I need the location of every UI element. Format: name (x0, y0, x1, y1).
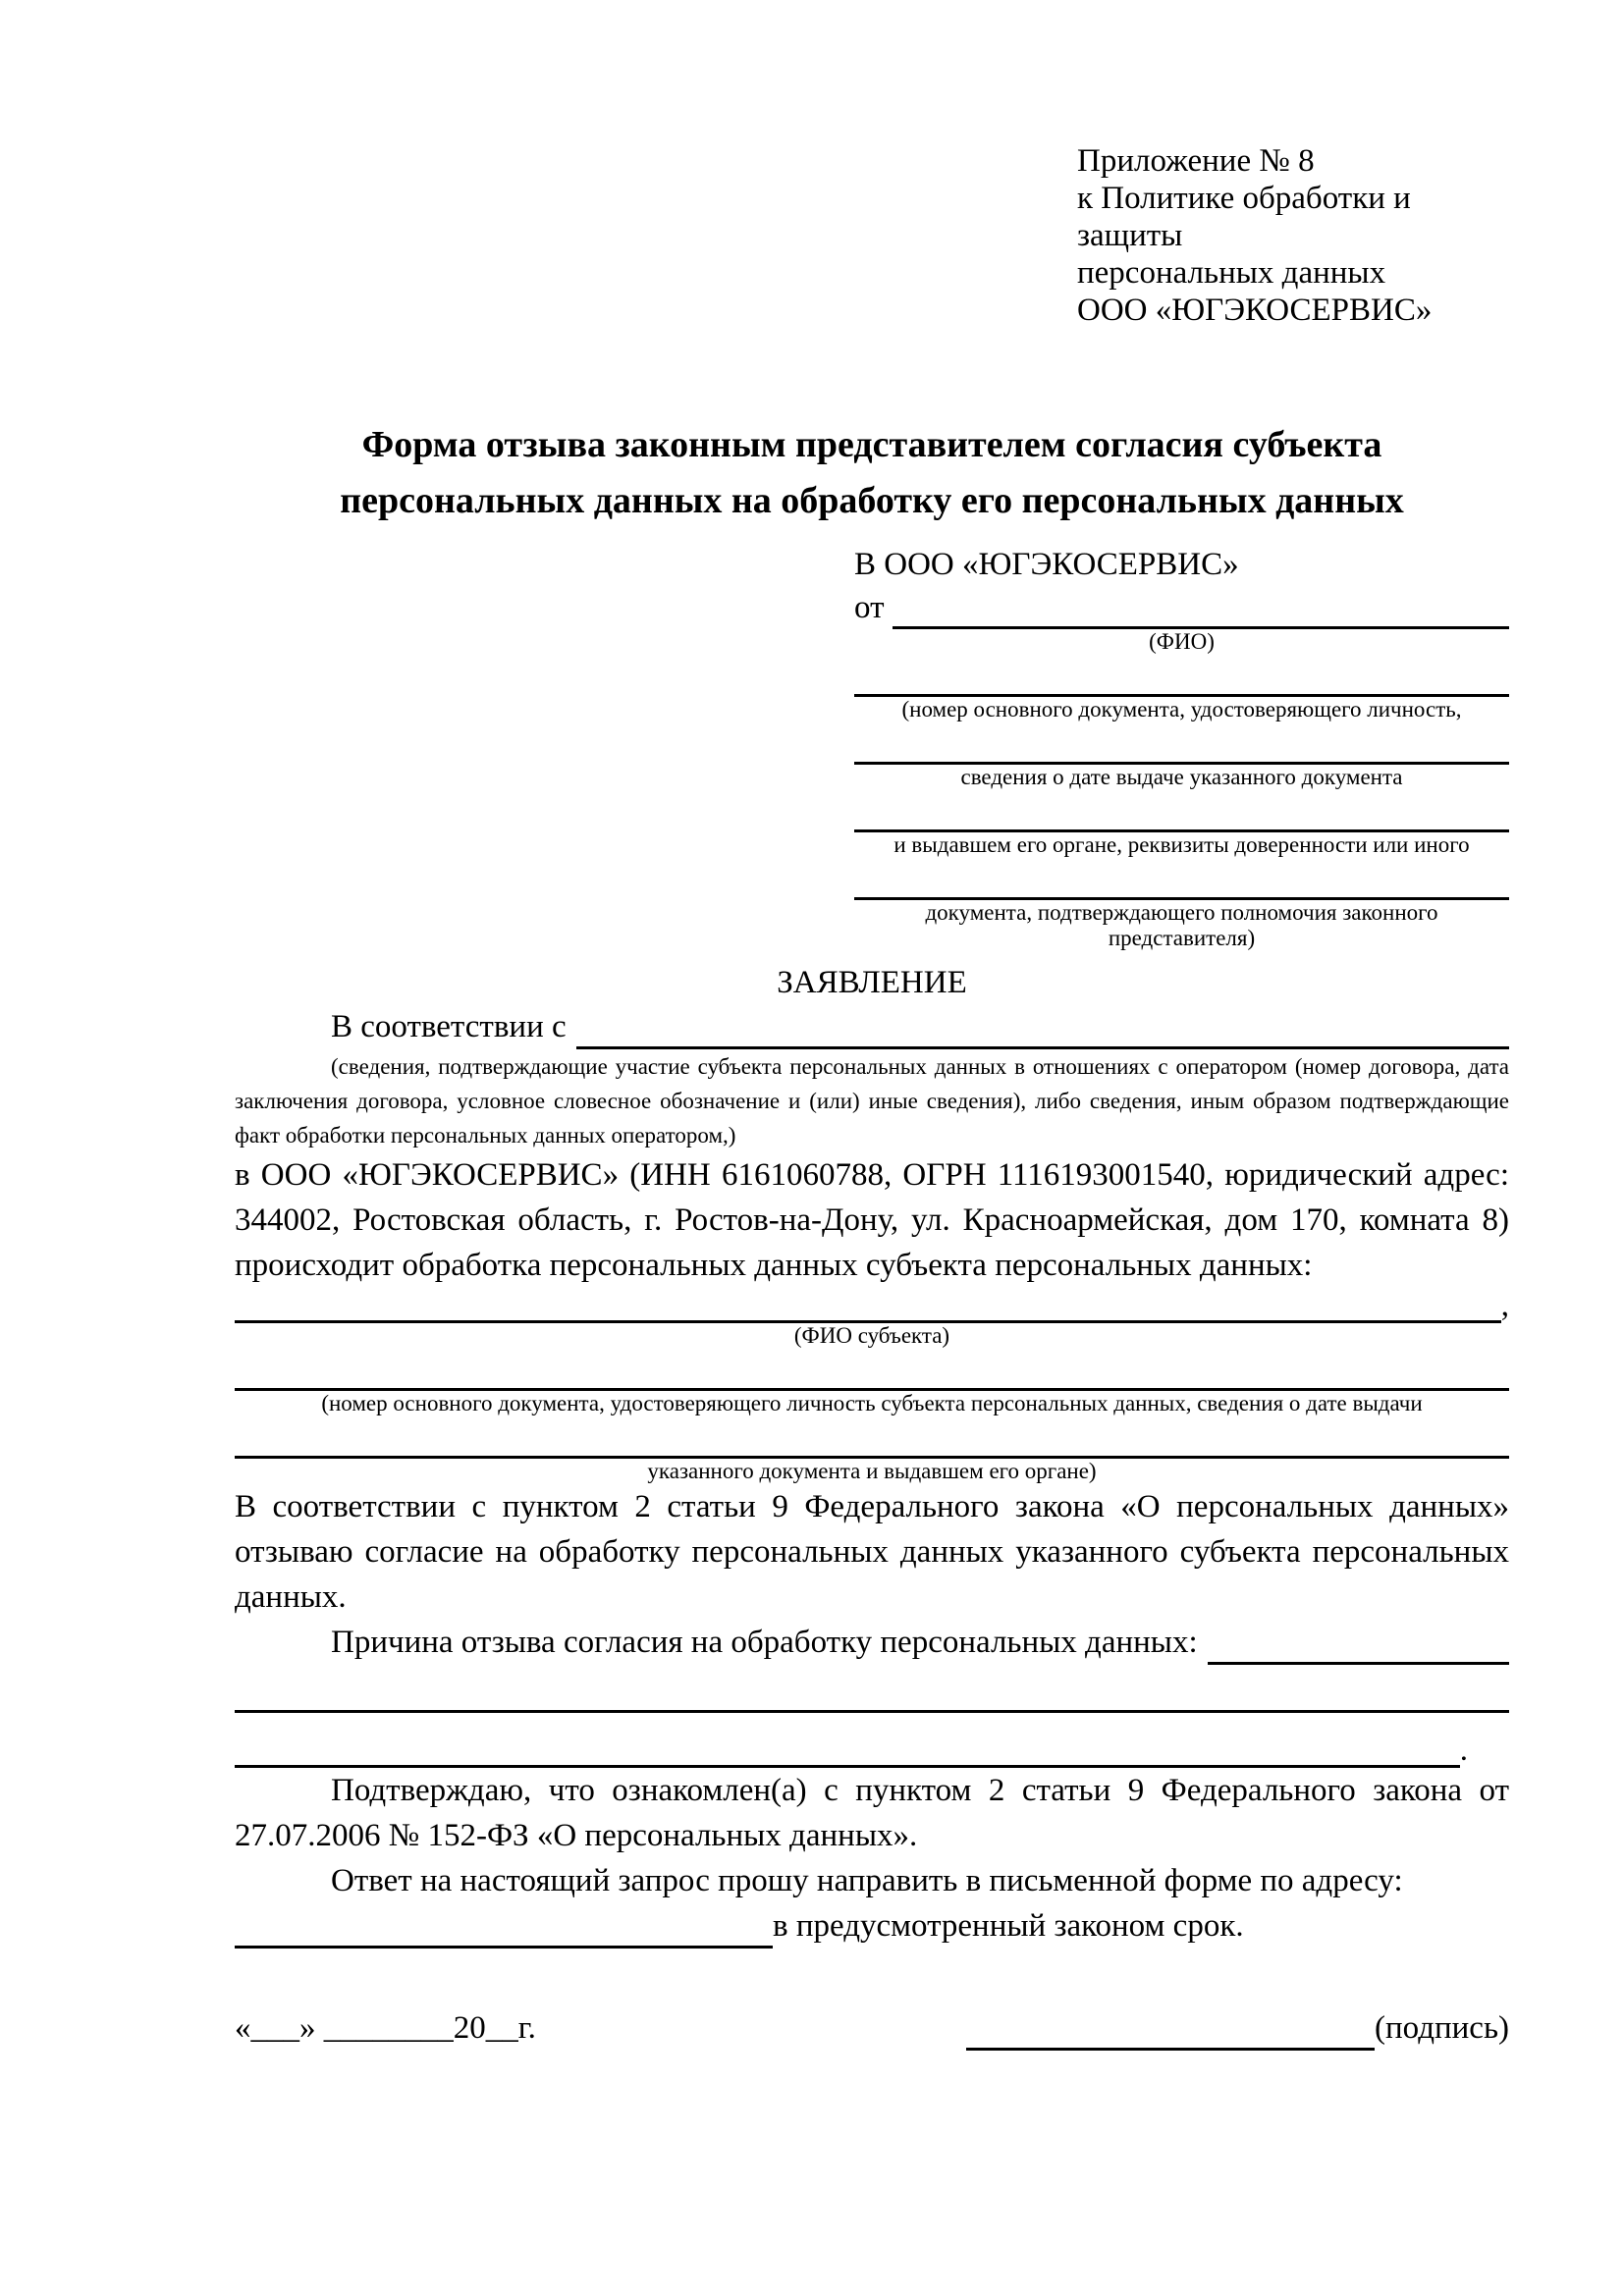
reason-field-line-2[interactable] (235, 1684, 1509, 1713)
subject-doc-field-2[interactable] (235, 1432, 1509, 1459)
doc-caption-2: сведения о дате выдаче указанного документа (960, 765, 1403, 789)
authority-doc-field[interactable] (854, 874, 1509, 900)
reason-field-line-3-row (235, 1733, 1509, 1768)
doc-caption-3: и выдавшем его органе, реквизиты доверенности или иного (893, 832, 1470, 857)
reply-paragraph: Ответ на настоящий запрос прошу направить в письменной форме по адресу: (331, 1863, 1403, 1898)
doc-issuer-field[interactable] (854, 806, 1509, 832)
subject-fio-row (235, 1288, 1509, 1323)
subject-doc-caption-2: указанного документа и выдавшем его органе) (647, 1459, 1097, 1483)
appendix-line: ООО «ЮГЭКОСЕРВИС» (1077, 293, 1433, 328)
statement-heading: ЗАЯВЛЕНИЕ (777, 965, 967, 1000)
reason-field-line-3[interactable] (235, 1739, 1460, 1768)
subject-doc-field-1[interactable] (235, 1364, 1509, 1391)
doc-caption-4: документа, подтверждающего полномочия законного представителя) (925, 900, 1438, 950)
footer-row (235, 2005, 1509, 2051)
fio-caption: (ФИО) (1149, 629, 1215, 654)
trailing-period: . (1459, 1733, 1468, 1768)
reason-row (235, 1620, 1509, 1665)
doc-issue-date-field[interactable] (854, 738, 1509, 765)
form-title-line: Форма отзыва законным представителем согласия субъекта (361, 424, 1382, 465)
reply-address-row (235, 1903, 1509, 1949)
form-title (235, 417, 1509, 529)
doc-caption-1: (номер основного документа, удостоверяющего личность, (901, 697, 1462, 721)
reason-label: Причина отзыва согласия на обработку персональных данных: (331, 1625, 1198, 1660)
signature-block (966, 2005, 1509, 2051)
form-title-line: персональных данных на обработку его персональных данных (340, 480, 1404, 521)
addressee-block (854, 543, 1509, 951)
reason-field[interactable] (1208, 1629, 1509, 1665)
doc-number-field[interactable] (854, 670, 1509, 697)
operator-paragraph: в ООО «ЮГЭКОСЕРВИС» (ИНН 6161060788, ОГРН 1116193001540, юридический адрес: 344002, Ростовская область, г. Ростов-на-Дону, ул. Красноармейская, дом 170, комната 8) происходит обработка персональных данных субъекта персональных данных: (235, 1157, 1509, 1283)
withdraw-paragraph: В соответствии с пунктом 2 статьи 9 Федерального закона «О персональных данных» отзываю согласие на обработку персональных данных указанного субъекта персональных данных. (235, 1489, 1509, 1615)
appendix-line: персональных данных (1077, 255, 1386, 291)
reply-tail: в предусмотренный законом срок. (773, 1908, 1244, 1944)
addressee-from-row (854, 586, 1509, 629)
addressee-to: В ООО «ЮГЭКОСЕРВИС» (854, 547, 1239, 582)
page-content (235, 142, 1509, 2051)
subject-fio-caption: (ФИО субъекта) (793, 1323, 950, 1348)
date-field[interactable]: «___» ________20__г. (235, 2010, 536, 2046)
appendix-line: Приложение № 8 (1077, 143, 1315, 179)
appendix-block (1077, 142, 1509, 329)
intro-label: В соответствии с (331, 1009, 567, 1044)
intro-note: (сведения, подтверждающие участие субъекта персональных данных в отношениях с оператором (номер договора, дата заключения договора, условное словесное обозначение и (или) иные сведения), либо сведения, иным образом подтверждающие факт обработки персональных данных оператором,) (235, 1054, 1509, 1148)
agreement-basis-field[interactable] (576, 1013, 1509, 1049)
intro-row (235, 1004, 1509, 1049)
appendix-line: к Политике обработки и защиты (1077, 181, 1411, 253)
signature-caption: (подпись) (1375, 2010, 1509, 2046)
confirm-paragraph: Подтверждаю, что ознакомлен(а) с пунктом 2 статьи 9 Федерального закона от 27.07.2006 № 152-ФЗ «О персональных данных». (235, 1773, 1509, 1853)
subject-doc-caption-1: (номер основного документа, удостоверяющего личность субъекта персональных данных, сведения о дате выдачи (321, 1391, 1423, 1415)
trailing-comma: , (1500, 1288, 1509, 1323)
reply-address-field[interactable] (235, 1912, 773, 1949)
subject-fio-field[interactable] (235, 1291, 1501, 1323)
from-label: от (854, 590, 885, 625)
fio-field[interactable] (893, 593, 1510, 629)
signature-field[interactable] (966, 2014, 1375, 2051)
